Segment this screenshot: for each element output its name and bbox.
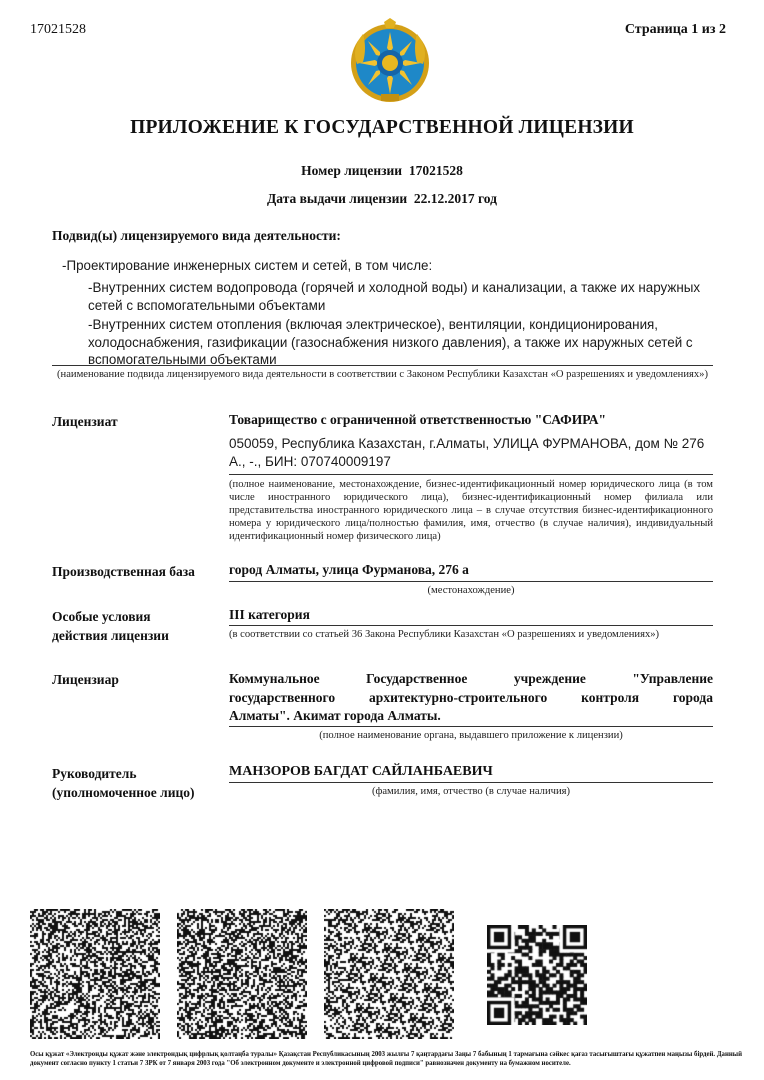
qr-code-icon (177, 909, 307, 1039)
licensor-note: (полное наименование органа, выдавшего приложение к лицензии) (319, 730, 623, 741)
production-base-label: Производственная база (52, 564, 195, 579)
special-conditions-value: III категория (229, 607, 310, 622)
qr-code-icon (324, 909, 454, 1039)
licensor-name-line2: государственного архитектурно-строительного контроля города (229, 689, 713, 705)
license-number-value: 17021528 (408, 163, 463, 178)
license-date-line (0, 191, 764, 207)
qr-code-icon (30, 909, 160, 1039)
state-emblem-icon (347, 18, 433, 104)
licensor-rule (229, 726, 713, 727)
production-base-note: (местонахождение) (427, 585, 515, 596)
licensee-address-line2: А., -., БИН: 070740009197 (229, 454, 391, 469)
subtype-item: -Внутренних систем водопровода (горячей и холодной воды) и канализации, а также их наружных сетей с вспомогательными объектами (88, 280, 701, 313)
subtype-item-text: Внутренних систем отопления (включая электрическое), вентиляции, кондиционирования, холодоснабжения, газификации (газоснабжения низкого давления), а также их наружных сетей с вспомогательными объектами (88, 317, 693, 367)
head-note: (фамилия, имя, отчество (в случае наличия) (371, 786, 571, 797)
subtype-item-text: Проектирование инженерных систем и сетей, в том числе: (66, 258, 433, 273)
licensee-name: Товарищество с ограниченной ответственностью "САФИРА" (229, 412, 607, 427)
licensee-address-line1: 050059, Республика Казахстан, г.Алматы, УЛИЦА ФУРМАНОВА, дом № 276 (229, 436, 705, 451)
licensee-label: Лицензиат (52, 414, 118, 429)
qr-code-icon (487, 925, 587, 1025)
document-title: ПРИЛОЖЕНИЕ К ГОСУДАРСТВЕННОЙ ЛИЦЕНЗИИ (130, 117, 634, 138)
subtype-item: -Проектирование инженерных систем и сетей, в том числе: (62, 258, 433, 273)
special-conditions-label (52, 607, 169, 645)
subtypes-rule (52, 365, 713, 366)
license-date-label: Дата выдачи лицензии (267, 191, 408, 206)
subtype-item: -Внутренних систем отопления (включая электрическое), вентиляции, кондиционирования, холодоснабжения, газификации (газоснабжения низкого давления), а также их наружных сетей с вспомогательными объектами (88, 317, 693, 367)
legal-footer: Осы құжат «Электронды құжат және электрондық цифрлық қолтаңба туралы» Қазақстан Республикасының 2003 жылғы 7 қаңтардағы Заңы 7 бабының 1 тармағына сәйкес қағаз тасығыштағы құжатпен маңызы бірдей. Данный документ согласно пункту 1 статьи 7 ЗРК от 7 января 2003 года "Об электронном документе и электронной цифровой подписи" равнозначен документу на бумажном носителе. (30, 1051, 742, 1067)
production-base-value: город Алматы, улица Фурманова, 276 а (229, 562, 469, 577)
head-rule (229, 782, 713, 783)
licensor-name-line1: Коммунальное Государственное учреждение "Управление (229, 671, 713, 686)
head-label (52, 764, 195, 802)
page-indicator: Страница 1 из 2 (624, 22, 726, 37)
special-conditions-label-line1: Особые условия (52, 609, 151, 624)
licensor-label: Лицензиар (52, 672, 119, 687)
subtypes-heading: Подвид(ы) лицензируемого вида деятельности: (52, 228, 341, 243)
head-label-line2: (уполномоченное лицо) (52, 785, 195, 800)
head-value: МАНЗОРОВ БАГДАТ САЙЛАНБАЕВИЧ (229, 764, 493, 779)
licensor-name-line3: Алматы". Акимат города Алматы. (229, 708, 441, 723)
licensee-rule (229, 474, 713, 475)
header-license-number: 17021528 (30, 22, 86, 37)
licensee-note: (полное наименование, местонахождение, бизнес-идентификационный номер юридического лица (в том числе иностранного юридического лица), бизнес-идентификационный номер филиала или представительства иностранного юридического лица – в случае отсутствия бизнес-идентификационного номера у юридического лица/полностью фамилия, имя, отчество (в случае наличия), индивидуальный идентификационный номер физического лица) (229, 479, 713, 542)
subtypes-note: (наименование подвида лицензируемого вида деятельности в соответствии с Законом Республики Казахстан «О разрешениях и уведомлениях») (57, 369, 708, 380)
subtype-item-text: Внутренних систем водопровода (горячей и холодной воды) и канализации, а также их наружных сетей с вспомогательными объектами (88, 280, 701, 313)
special-conditions-note: (в соответствии со статьей 36 Закона Республики Казахстан «О разрешениях и уведомлениях») (229, 629, 660, 640)
license-number-label: Номер лицензии (301, 163, 403, 178)
production-base-rule (229, 581, 713, 582)
head-label-line1: Руководитель (52, 766, 137, 781)
special-conditions-rule (229, 625, 713, 626)
license-date-value: 22.12.2017 год (413, 191, 497, 206)
special-conditions-label-line2: действия лицензии (52, 628, 169, 643)
license-number-line (0, 163, 764, 179)
licensor-name (229, 670, 713, 726)
